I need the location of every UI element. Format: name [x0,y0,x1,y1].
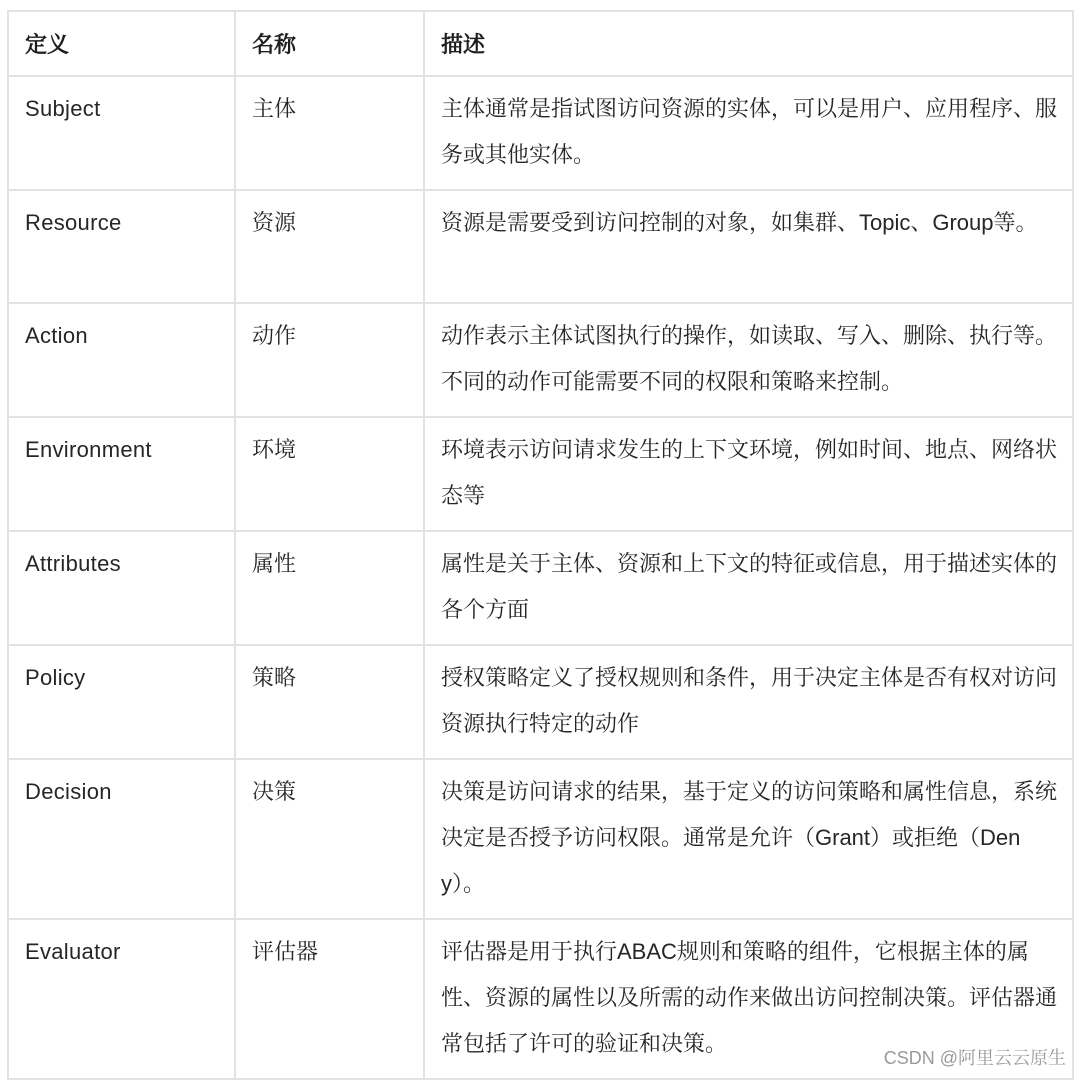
table-header-row [8,11,1073,76]
cell-description: 决策是访问请求的结果，基于定义的访问策略和属性信息，系统决定是否授予访问权限。通常是允许（Grant）或拒绝（Deny）。 [424,759,1073,919]
abac-definitions-table [7,10,1074,1080]
cell-description: 环境表示访问请求发生的上下文环境，例如时间、地点、网络状态等 [424,417,1073,531]
cell-name: 策略 [235,645,424,759]
cell-definition: Policy [8,645,235,759]
table-row [8,190,1073,303]
table-row [8,759,1073,919]
csdn-watermark: CSDN @阿里云云原生 [883,1048,1066,1068]
cell-description: 主体通常是指试图访问资源的实体，可以是用户、应用程序、服务或其他实体。 [424,76,1073,190]
table-row [8,303,1073,417]
header-name: 名称 [235,11,424,76]
cell-name: 动作 [235,303,424,417]
cell-definition: Resource [8,190,235,303]
cell-description: 资源是需要受到访问控制的对象，如集群、Topic、Group等。 [424,190,1073,303]
header-definition: 定义 [8,11,235,76]
table-row [8,417,1073,531]
cell-name: 评估器 [235,919,424,1079]
cell-definition: Subject [8,76,235,190]
cell-name: 环境 [235,417,424,531]
cell-description: 授权策略定义了授权规则和条件，用于决定主体是否有权对访问资源执行特定的动作 [424,645,1073,759]
cell-name: 属性 [235,531,424,645]
cell-description: 评估器是用于执行ABAC规则和策略的组件，它根据主体的属性、资源的属性以及所需的动作来做出访问控制决策。评估器通常包括了许可的验证和决策。 [424,919,1073,1079]
cell-definition: Action [8,303,235,417]
cell-name: 资源 [235,190,424,303]
table-row [8,531,1073,645]
table-row [8,645,1073,759]
cell-definition: Environment [8,417,235,531]
cell-description: 属性是关于主体、资源和上下文的特征或信息，用于描述实体的各个方面 [424,531,1073,645]
cell-name: 决策 [235,759,424,919]
cell-definition: Decision [8,759,235,919]
abac-definitions-table-container [7,10,1072,1080]
table-row [8,76,1073,190]
cell-description: 动作表示主体试图执行的操作，如读取、写入、删除、执行等。不同的动作可能需要不同的权限和策略来控制。 [424,303,1073,417]
header-description: 描述 [424,11,1073,76]
cell-definition: Evaluator [8,919,235,1079]
cell-name: 主体 [235,76,424,190]
cell-definition: Attributes [8,531,235,645]
